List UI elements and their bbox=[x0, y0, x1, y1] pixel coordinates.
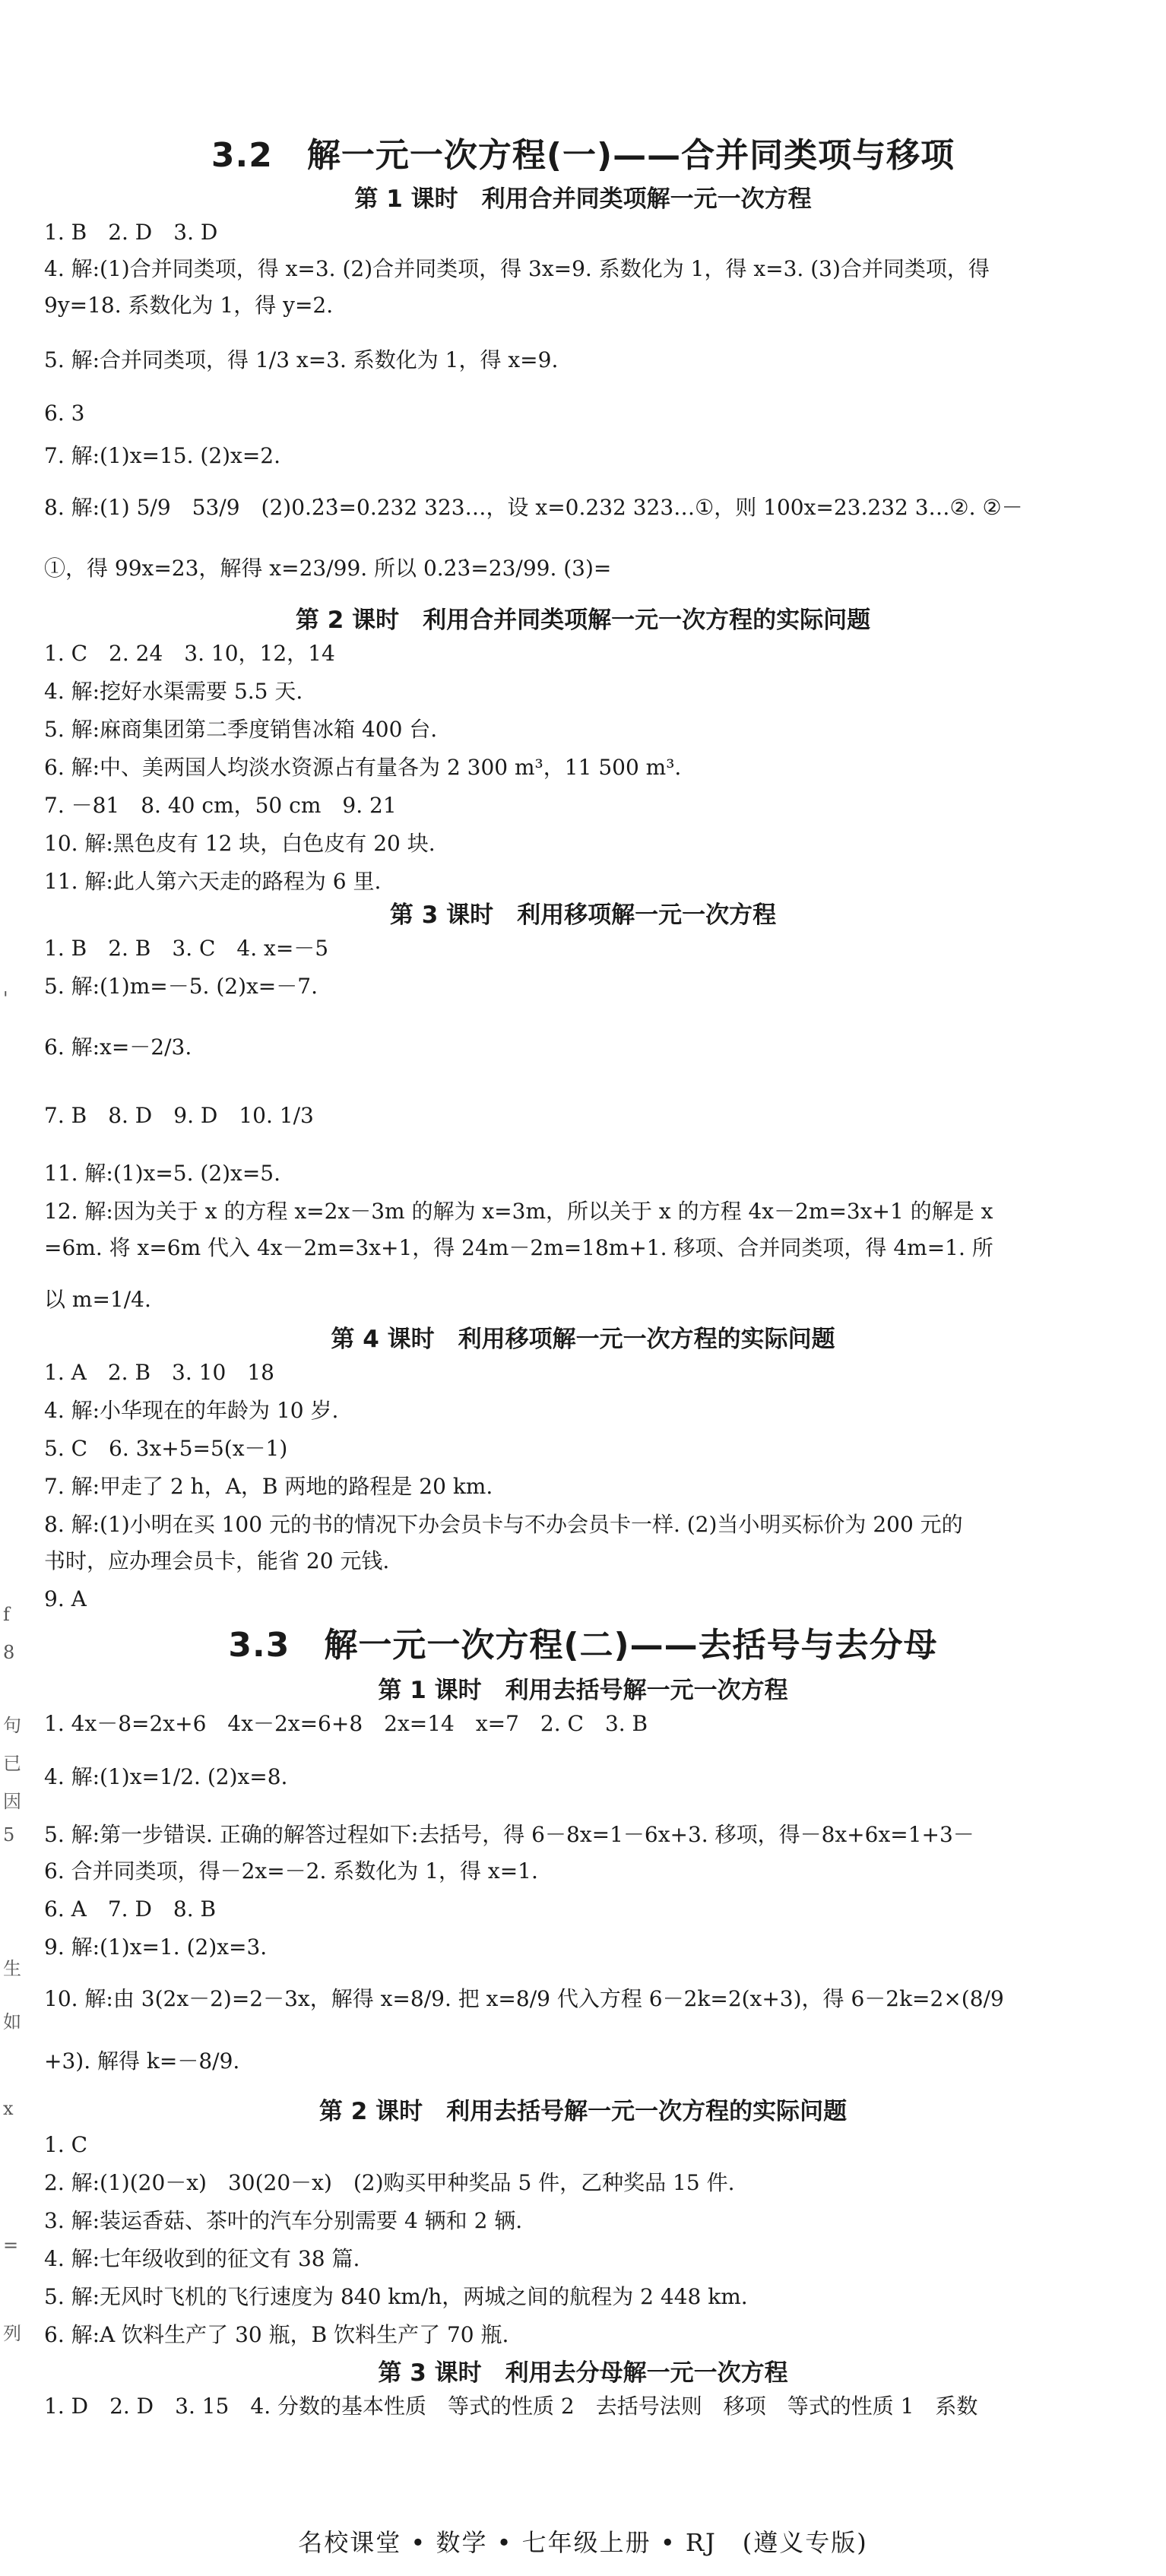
answer-line: 2. 解:(1)(20－x) 30(20－x) (2)购买甲种奖品 5 件，乙种奖品 15 件. bbox=[44, 2170, 735, 2195]
answer-line: 7. 解:(1)x=15. (2)x=2. bbox=[44, 443, 281, 468]
answer-line: 8. 解:(1) 5/9 53/9 (2)0.2̇3̇=0.232 323…，设 x=0.232 323…①，则 100x=23.232 3…②. ②－ bbox=[44, 495, 1023, 520]
answer-line: 5. C 6. 3x+5=5(x－1) bbox=[44, 1436, 288, 1461]
answer-line: 4. 解:(1)合并同类项，得 x=3. (2)合并同类项，得 3x=9. 系数化为 1，得 x=3. (3)合并同类项，得 bbox=[44, 256, 990, 281]
answer-line: ①，得 99x=23，解得 x=23/99. 所以 0.2̇3̇=23/99. (3)= bbox=[44, 556, 612, 581]
answer-line: 11. 解:(1)x=5. (2)x=5. bbox=[44, 1161, 281, 1186]
answer-line: =6m. 将 x=6m 代入 4x－2m=3x+1，得 24m－2m=18m+1. 移项、合并同类项，得 4m=1. 所 bbox=[44, 1235, 993, 1260]
answer-line: 3. 解:装运香菇、茶叶的汽车分别需要 4 辆和 2 辆. bbox=[44, 2208, 523, 2233]
margin-bleed-mark: ' bbox=[3, 988, 8, 1009]
answer-line: 11. 解:此人第六天走的路程为 6 里. bbox=[44, 869, 382, 894]
margin-bleed-mark: 列 bbox=[3, 2323, 21, 2344]
answer-line: 1. B 2. B 3. C 4. x=－5 bbox=[44, 936, 329, 961]
answer-line: 1. B 2. D 3. D bbox=[44, 220, 218, 245]
answer-line: 4. 解:挖好水渠需要 5.5 天. bbox=[44, 679, 303, 704]
margin-bleed-mark: 8 bbox=[3, 1642, 15, 1663]
answer-line: 4. 解:小华现在的年龄为 10 岁. bbox=[44, 1398, 339, 1423]
answer-line: 5. 解:合并同类项，得 1/3 x=3. 系数化为 1，得 x=9. bbox=[44, 347, 559, 372]
answer-line: 7. 解:甲走了 2 h，A，B 两地的路程是 20 km. bbox=[44, 1474, 493, 1499]
answer-line: 5. 解:第一步错误. 正确的解答过程如下:去括号，得 6－8x=1－6x+3. 移项，得－8x+6x=1+3－ bbox=[44, 1822, 974, 1847]
answer-line: 6. A 7. D 8. B bbox=[44, 1896, 217, 1922]
margin-bleed-mark: 已 bbox=[3, 1753, 21, 1774]
lesson-title: 第 3 课时 利用去分母解一元一次方程 bbox=[378, 2359, 788, 2387]
margin-bleed-mark: 生 bbox=[3, 1958, 21, 1979]
answer-line: 1. D 2. D 3. 15 4. 分数的基本性质 等式的性质 2 去括号法则 移项 等式的性质 1 系数 bbox=[44, 2394, 978, 2419]
answer-line: 1. C 2. 24 3. 10，12，14 bbox=[44, 641, 335, 666]
margin-bleed-mark: x bbox=[3, 2098, 14, 2119]
margin-bleed-mark: 句 bbox=[3, 1715, 21, 1736]
answer-line: 以 m=1/4. bbox=[44, 1287, 151, 1312]
answer-line: 5. 解:麻商集团第二季度销售冰箱 400 台. bbox=[44, 717, 438, 742]
answer-line: 9. 解:(1)x=1. (2)x=3. bbox=[44, 1934, 268, 1960]
lesson-title: 第 1 课时 利用合并同类项解一元一次方程 bbox=[354, 185, 812, 213]
section-title: 3.2 解一元一次方程(一)——合并同类项与移项 bbox=[211, 136, 955, 175]
answer-line: 1. 4x－8=2x+6 4x－2x=6+8 2x=14 x=7 2. C 3. B bbox=[44, 1711, 648, 1736]
lesson-title: 第 3 课时 利用移项解一元一次方程 bbox=[389, 901, 777, 929]
answer-line: 7. －81 8. 40 cm，50 cm 9. 21 bbox=[44, 793, 397, 818]
answer-line: 6. 解:x=－2/3. bbox=[44, 1035, 192, 1060]
answer-line: 12. 解:因为关于 x 的方程 x=2x－3m 的解为 x=3m，所以关于 x 的方程 4x－2m=3x+1 的解是 x bbox=[44, 1199, 993, 1224]
answer-line: 10. 解:黑色皮有 12 块，白色皮有 20 块. bbox=[44, 831, 436, 856]
lesson-title: 第 2 课时 利用去括号解一元一次方程的实际问题 bbox=[318, 2098, 848, 2125]
answer-line: 6. 合并同类项，得－2x=－2. 系数化为 1，得 x=1. bbox=[44, 1858, 538, 1884]
margin-bleed-mark: 如 bbox=[3, 2011, 21, 2033]
answer-line: 9. A bbox=[44, 1586, 87, 1611]
answer-line: +3). 解得 k=－8/9. bbox=[44, 2048, 240, 2074]
answer-line: 1. A 2. B 3. 10 18 bbox=[44, 1360, 274, 1385]
answer-line: 5. 解:(1)m=－5. (2)x=－7. bbox=[44, 974, 318, 999]
margin-bleed-mark: f bbox=[3, 1604, 10, 1625]
answer-line: 5. 解:无风时飞机的飞行速度为 840 km/h，两城之间的航程为 2 448 km. bbox=[44, 2284, 748, 2309]
answer-line: 9y=18. 系数化为 1，得 y=2. bbox=[44, 293, 334, 318]
margin-bleed-mark: 5 bbox=[3, 1824, 15, 1846]
section-title: 3.3 解一元一次方程(二)——去括号与去分母 bbox=[228, 1626, 938, 1665]
margin-bleed-mark: = bbox=[3, 2235, 19, 2256]
answer-line: 6. 解:中、美两国人均淡水资源占有量各为 2 300 m³，11 500 m³. bbox=[44, 755, 682, 780]
lesson-title: 第 4 课时 利用移项解一元一次方程的实际问题 bbox=[331, 1326, 835, 1353]
answer-line: 6. 3 bbox=[44, 401, 85, 426]
answer-line: 7. B 8. D 9. D 10. 1/3 bbox=[44, 1103, 314, 1128]
answer-line: 10. 解:由 3(2x－2)=2－3x，解得 x=8/9. 把 x=8/9 代入方程 6－2k=2(x+3)，得 6－2k=2×(8/9 bbox=[44, 1986, 1004, 2011]
page-footer: 名校课堂 • 数学 • 七年级上册 • RJ (遵义专版) bbox=[298, 2528, 868, 2557]
answer-line: 书时，应办理会员卡，能省 20 元钱. bbox=[44, 1548, 390, 1573]
answer-line: 6. 解:A 饮料生产了 30 瓶，B 饮料生产了 70 瓶. bbox=[44, 2322, 509, 2347]
answer-line: 8. 解:(1)小明在买 100 元的书的情况下办会员卡与不办会员卡一样. (2)当小明买标价为 200 元的 bbox=[44, 1512, 963, 1537]
margin-bleed-mark: 因 bbox=[3, 1791, 21, 1812]
answer-line: 4. 解:七年级收到的征文有 38 篇. bbox=[44, 2246, 360, 2271]
lesson-title: 第 2 课时 利用合并同类项解一元一次方程的实际问题 bbox=[295, 607, 871, 634]
answer-line: 4. 解:(1)x=1/2. (2)x=8. bbox=[44, 1764, 288, 1789]
answer-line: 1. C bbox=[44, 2132, 88, 2157]
lesson-title: 第 1 课时 利用去括号解一元一次方程 bbox=[378, 1677, 788, 1704]
